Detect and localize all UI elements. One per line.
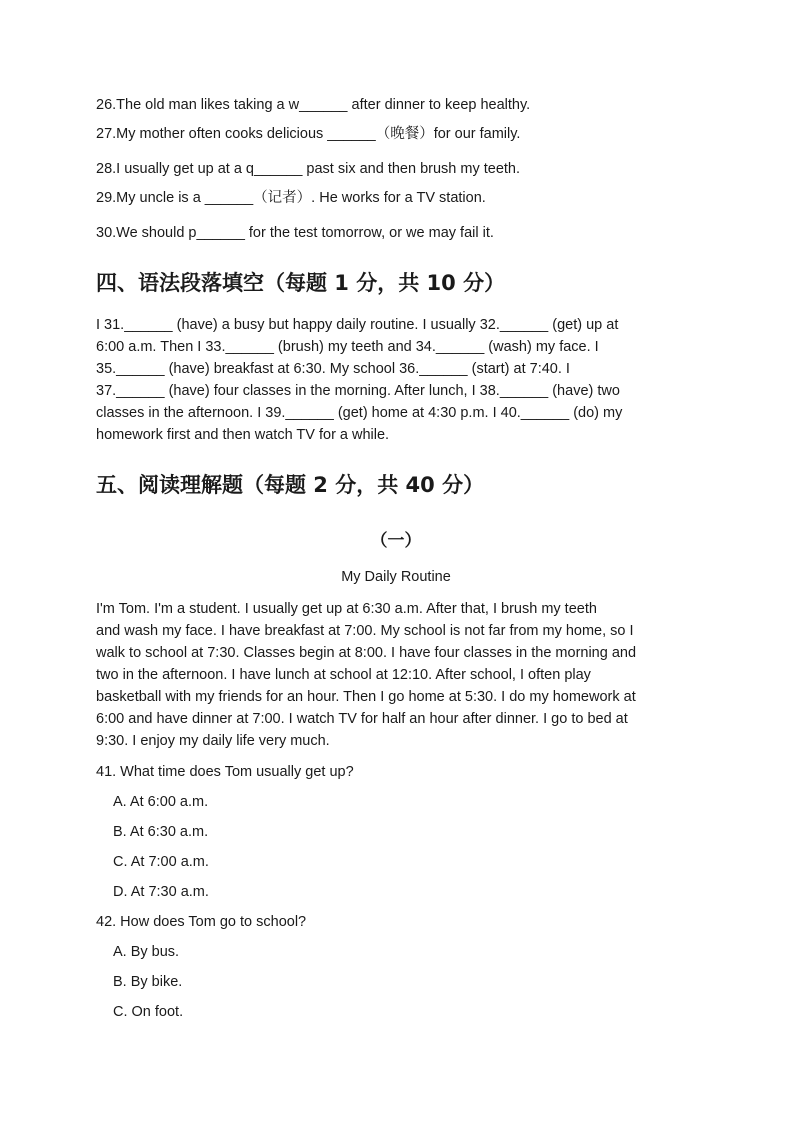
- paragraph-line: 6:00 a.m. Then I 33.______ (brush) my teeth and 34.______ (wash) my face. I: [96, 339, 599, 355]
- passage-line: and wash my face. I have breakfast at 7:00. My school is not far from my home, so I: [96, 623, 634, 639]
- paragraph-line: 35.______ (have) breakfast at 6:30. My school 36.______ (start) at 7:40. I: [96, 361, 570, 377]
- paragraph-line: classes in the afternoon. I 39.______ (get) home at 4:30 p.m. I 40.______ (do) my: [96, 405, 623, 421]
- paragraph-line: I 31.______ (have) a busy but happy daily routine. I usually 32.______ (get) up at: [96, 317, 619, 333]
- part-label: （一）: [370, 531, 422, 551]
- question-26: 26.The old man likes taking a w______ after dinner to keep healthy.: [96, 97, 531, 113]
- question-41-option-a: A. At 6:00 a.m.: [113, 794, 209, 810]
- passage-line: 6:00 and have dinner at 7:00. I watch TV for half an hour after dinner. I go to bed at: [96, 711, 628, 727]
- passage-line: basketball with my friends for an hour. Then I go home at 5:30. I do my homework at: [96, 689, 636, 705]
- passage-line: 9:30. I enjoy my daily life very much.: [96, 733, 330, 749]
- reading-passage: [96, 598, 694, 752]
- passage-line: walk to school at 7:30. Classes begin at 8:00. I have four classes in the morning and: [96, 645, 637, 661]
- question-41-stem: 41. What time does Tom usually get up?: [96, 764, 354, 780]
- question-41-option-d: D. At 7:30 a.m.: [113, 884, 209, 900]
- section-4-heading: 四、语法段落填空（每题 1 分，共 10 分）: [96, 271, 506, 295]
- question-41-option-b: B. At 6:30 a.m.: [113, 824, 209, 840]
- section-5-heading: 五、阅读理解题（每题 2 分，共 40 分）: [96, 473, 485, 497]
- question-42-option-b: B. By bike.: [113, 974, 183, 990]
- paragraph-line: 37.______ (have) four classes in the morning. After lunch, I 38.______ (have) two: [96, 383, 620, 399]
- question-27: 27.My mother often cooks delicious ______（晚餐）for our family.: [96, 126, 521, 142]
- question-42-option-a: A. By bus.: [113, 944, 180, 960]
- question-30: 30.We should p______ for the test tomorrow, or we may fail it.: [96, 225, 494, 241]
- grammar-paragraph: [96, 314, 694, 446]
- passage-line: two in the afternoon. I have lunch at school at 12:10. After school, I often play: [96, 667, 591, 683]
- question-29: 29.My uncle is a ______（记者）. He works for a TV station.: [96, 190, 486, 206]
- passage-title: My Daily Routine: [341, 569, 451, 585]
- paragraph-line: homework first and then watch TV for a while.: [96, 427, 390, 443]
- question-28: 28.I usually get up at a q______ past six and then brush my teeth.: [96, 161, 521, 177]
- question-42-option-c: C. On foot.: [113, 1004, 184, 1020]
- question-42-stem: 42. How does Tom go to school?: [96, 914, 307, 930]
- passage-line: I'm Tom. I'm a student. I usually get up at 6:30 a.m. After that, I brush my teeth: [96, 601, 597, 617]
- question-41-option-c: C. At 7:00 a.m.: [113, 854, 209, 870]
